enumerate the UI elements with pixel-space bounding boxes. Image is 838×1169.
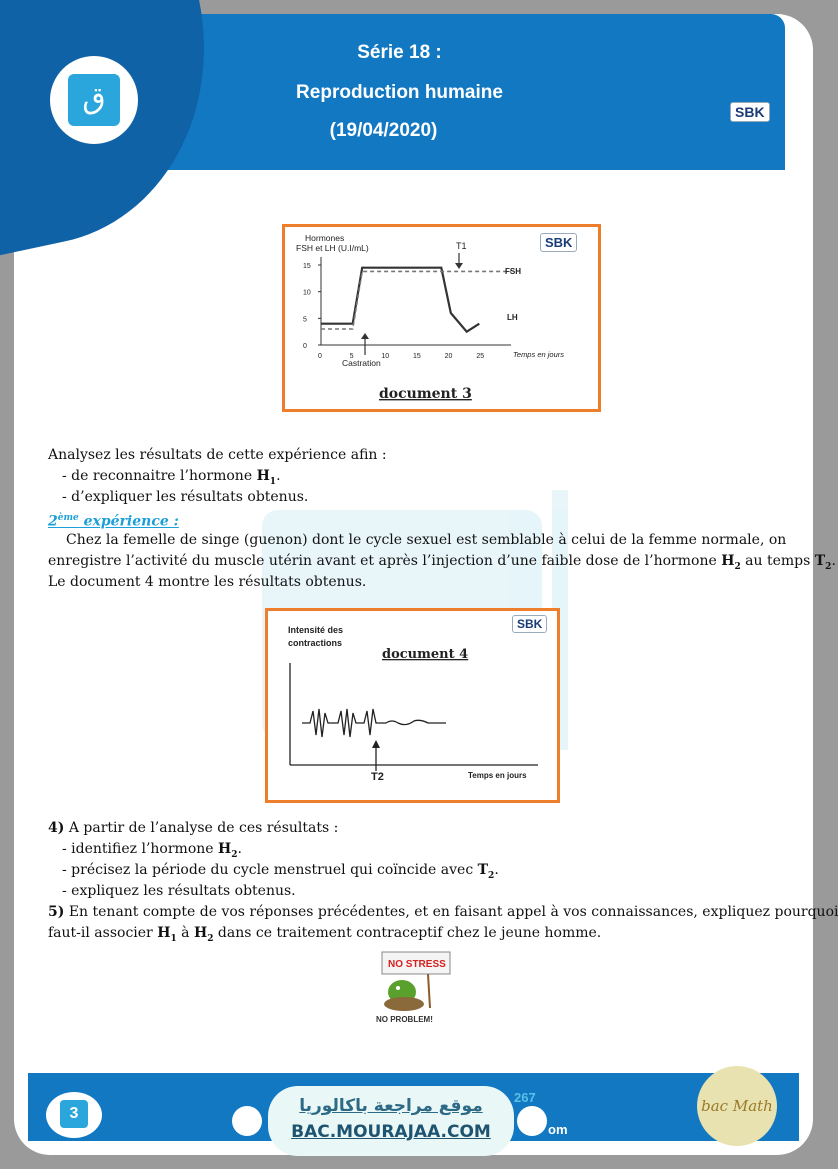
banner-arabic-text: موقع مراجعة باكالوريا <box>299 1096 483 1116</box>
doc4-ylabel-2: contractions <box>288 638 343 648</box>
q5-2dsub: 2 <box>207 933 214 944</box>
lh-curve <box>321 268 479 332</box>
question-5-line1 <box>48 902 838 923</box>
document-3-chart <box>285 227 598 409</box>
banner-latin-text: BAC.MOURAJAA.COM <box>291 1122 491 1142</box>
page-number: 3 <box>60 1100 88 1128</box>
site-banner-link[interactable] <box>268 1086 514 1156</box>
q4b-sub: 2 <box>488 870 495 881</box>
doc3-sbk-logo <box>540 233 577 252</box>
header <box>14 14 785 170</box>
fsh-curve <box>321 271 511 329</box>
p1a-b: H <box>256 468 270 484</box>
q4-text: A partir de l’analyse de ces résultats : <box>64 820 339 836</box>
doc3-ylabel-1: Hormones <box>305 233 345 243</box>
footer-small-logo-right <box>517 1106 547 1136</box>
p2-2a: enregistre l’activité du muscle utérin avant et après l’injection d’une faible dose de l’hormone <box>48 553 722 569</box>
doc3-ytick-label: 5 <box>303 316 307 324</box>
doc4-xlabel: Temps en jours <box>468 771 527 780</box>
sbk-logo <box>730 102 770 122</box>
q4a-sub: 2 <box>231 849 238 860</box>
document-4-figure <box>265 608 560 803</box>
doc3-xtick-label: 0 <box>318 353 322 360</box>
question-5-line2 <box>48 923 601 950</box>
fsh-label: FSH <box>505 267 521 276</box>
question-4c: - expliquez les résultats obtenus. <box>62 883 296 899</box>
castration-label: Castration <box>342 358 381 368</box>
doc4-sbk-logo <box>512 615 547 633</box>
doc3-ytick-label: 15 <box>303 263 311 270</box>
q4b-b: T <box>477 862 489 878</box>
p2-2dsub: 2 <box>825 561 832 572</box>
logo-icon: ق <box>68 74 120 126</box>
q4b-pre: - précisez la période du cycle menstruel qui coïncide avec <box>62 862 478 878</box>
contractions-curve <box>302 709 446 737</box>
p1a-pre: - de reconnaitre l’hormone <box>62 468 257 484</box>
para-analyse: Analysez les résultats de cette expérience afin : <box>48 447 387 463</box>
q4a-post: . <box>237 841 242 857</box>
q5-2e: dans ce traitement contraceptif chez le jeune homme. <box>213 925 602 941</box>
q4a-b: H <box>218 841 232 857</box>
no-stress-sign: NO STRESS <box>388 959 446 970</box>
question-4 <box>48 818 338 839</box>
doc3-caption: document 3 <box>379 386 472 402</box>
q5-2bsub: 1 <box>170 933 177 944</box>
doc3-xtick-label: 25 <box>476 353 485 360</box>
q5-2d: H <box>193 925 208 941</box>
exp2-heading <box>48 508 179 533</box>
doc3-xtick-label: 15 <box>413 353 421 360</box>
doc3-xtick-label: 10 <box>381 353 390 360</box>
no-problem-caption: NO PROBLEM! <box>376 1015 433 1024</box>
footer-partial-number: 267 <box>514 1090 536 1105</box>
doc3-sbk-text: SBK <box>545 235 573 250</box>
p1a-sub: 1 <box>269 476 277 487</box>
para-exp2-3: Le document 4 montre les résultats obtenus. <box>48 574 367 590</box>
document-3-figure <box>282 224 601 412</box>
para-analyse-b: - d’expliquer les résultats obtenus. <box>62 489 309 505</box>
q5-2b: H <box>157 925 171 941</box>
p2-2sub: 2 <box>734 561 741 572</box>
page-number-badge <box>46 1092 102 1138</box>
doc3-ytick-label: 0 <box>303 343 307 350</box>
q5-num: 5) <box>48 904 65 920</box>
sbk-logo-text: SBK <box>735 104 765 120</box>
doc3-xtick-label: 20 <box>444 353 453 360</box>
doc4-caption: document 4 <box>382 647 469 662</box>
document-4-chart <box>268 611 557 800</box>
doc3-ylabel-2: FSH et LH (U.I/mL) <box>296 243 369 253</box>
p2-2c: au temps <box>740 553 815 569</box>
subject-title: Reproduction humaine <box>296 82 503 103</box>
q4b-post: . <box>494 862 499 878</box>
doc3-xlabel: Temps en jours <box>513 350 564 359</box>
q5-text: En tenant compte de vos réponses précédentes, et en faisant appel à vos connaissances, expliquez pourquoi <box>64 904 838 920</box>
doc3-xtick-label: 5 <box>349 353 354 360</box>
q4a-pre: - identifiez l’hormone <box>62 841 218 857</box>
footer-small-logo-left <box>232 1106 262 1136</box>
doc3-ytick-label: 10 <box>303 289 311 297</box>
t1-label: T1 <box>456 241 467 251</box>
p2-2b: H <box>721 553 735 569</box>
no-stress-cartoon <box>366 948 476 1026</box>
doc4-ylabel-1: Intensité des <box>288 625 344 635</box>
lh-label: LH <box>507 313 518 322</box>
p1a-post: . <box>276 468 281 484</box>
bac-math-logo: bac Math <box>697 1066 777 1146</box>
q4-num: 4) <box>48 820 65 836</box>
series-title: Série 18 : <box>357 42 442 63</box>
doc4-sbk-text: SBK <box>517 617 543 631</box>
q5-2a: faut-il associer <box>48 925 158 941</box>
exp2-num: 2 <box>48 513 58 530</box>
p2-2d: T <box>814 553 826 569</box>
doc3-yticks <box>303 263 321 350</box>
exp2-label: expérience : <box>78 513 179 530</box>
t2-label: T2 <box>371 771 384 783</box>
exp2-sup: ème <box>57 513 79 523</box>
q5-2c: à <box>176 925 194 941</box>
para-exp2-1: Chez la femelle de singe (guenon) dont le cycle sexuel est semblable à celui de la femme normale, on <box>66 532 787 548</box>
footer-partial-com: om <box>548 1122 568 1137</box>
date-title: (19/04/2020) <box>329 120 438 141</box>
p2-2e: . <box>831 553 836 569</box>
